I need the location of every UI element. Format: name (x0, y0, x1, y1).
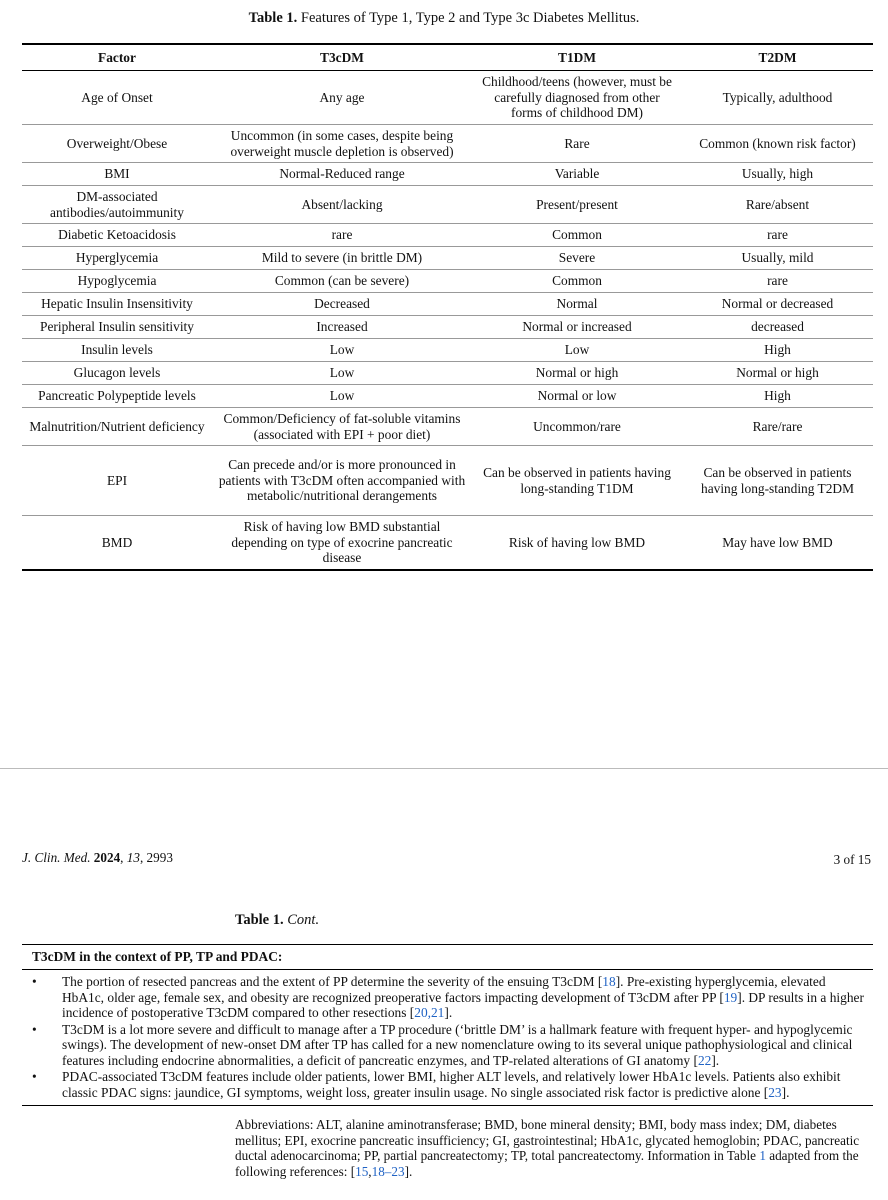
table-row (22, 339, 873, 362)
table-label: Table 1. (248, 10, 298, 26)
table-caption (0, 10, 888, 27)
table-row (22, 163, 873, 186)
text: adapted from the following references: [ (235, 1148, 859, 1179)
table-row (22, 385, 873, 408)
journal-citation: J. Clin. Med. 2024, 13, 2993 (22, 850, 173, 865)
table-cell: Risk of having low BMD (472, 516, 682, 570)
cont-caption-text: Cont. (287, 912, 320, 928)
bullet: • (32, 1069, 37, 1084)
table-cell: rare (682, 270, 873, 293)
table-cell: Uncommon (in some cases, despite being overweight muscle depletion is observed) (212, 125, 472, 163)
table-row (22, 247, 873, 270)
table-cell: Normal or high (472, 362, 682, 385)
table-cell: Usually, mild (682, 247, 873, 270)
text: , (368, 1163, 372, 1179)
journal-name: J. Clin. Med. (22, 850, 91, 865)
header-t3cdm: T3cDM (212, 44, 472, 71)
citation-link[interactable]: 18–23 (371, 1163, 405, 1179)
table-cell: Normal or increased (472, 316, 682, 339)
table-cell: Hyperglycemia (22, 247, 212, 270)
text: PDAC-associated T3cDM features include older patients, lower BMI, higher ALT levels, and relatively lower HbA1c levels. Patients also exhibit classic PDAC signs: jaundice, GI symptoms, weight loss, greater insulin usage. No single associated risk factor is predictive alone [ (62, 1069, 841, 1100)
citation-link[interactable]: 22 (697, 1052, 712, 1068)
table-row (22, 293, 873, 316)
table-cell: BMD (22, 516, 212, 570)
table-row (22, 186, 873, 224)
table-cell: Can be observed in patients having long-standing T2DM (682, 446, 873, 516)
table-cell: Uncommon/rare (472, 408, 682, 446)
table-header-row (22, 44, 873, 71)
list-item (32, 974, 865, 1021)
table-cell: Risk of having low BMD substantial depending on type of exocrine pancreatic disease (212, 516, 472, 570)
page-divider (0, 768, 888, 769)
table-row (22, 516, 873, 570)
cont-caption-label: Table 1. (235, 912, 284, 928)
table-cell: High (682, 385, 873, 408)
journal-volume: 13 (126, 850, 140, 865)
table-cell: Low (212, 339, 472, 362)
table-cell: Malnutrition/Nutrient deficiency (22, 408, 212, 446)
table-cell: Peripheral Insulin sensitivity (22, 316, 212, 339)
table-row (22, 125, 873, 163)
text: ]. Pre-existing hyperglycemia, elevated HbA1c, older age, female sex, and obesity are recognized preoperative factors impacting development of T3cDM after PP [ (62, 974, 826, 1005)
table-cell: Overweight/Obese (22, 125, 212, 163)
text: ]. (711, 1052, 720, 1068)
table-cell: Decreased (212, 293, 472, 316)
table-continuation (22, 944, 873, 1106)
table-cell: Age of Onset (22, 71, 212, 125)
table-cell: Rare (472, 125, 682, 163)
continuation-list (22, 970, 873, 1105)
table-cell: Rare/rare (682, 408, 873, 446)
list-item (32, 1069, 865, 1100)
table-row (22, 71, 873, 125)
table-cell: Present/present (472, 186, 682, 224)
table-cell: Absent/lacking (212, 186, 472, 224)
table-cell: Severe (472, 247, 682, 270)
table-cell: Common (can be severe) (212, 270, 472, 293)
abbreviations-note (235, 1117, 873, 1179)
table-row (22, 270, 873, 293)
table-cell: Insulin levels (22, 339, 212, 362)
citation-link[interactable]: 20,21 (414, 1005, 445, 1020)
text: ]. (444, 1005, 453, 1020)
text: T3cDM is a lot more severe and difficult to manage after a TP procedure (‘brittle DM’ is a hallmark feature with frequent hyper- and hypoglycemic swings). The development of new-onset DM after TP has called for a new nomenclature owing to its several unique pathophysiological and clinical features including endocrine abnormalities, a deficit of pancreatic enzymes, and TP-related alterations of GI anatomy [ (62, 1021, 853, 1068)
table-cell: Common (472, 270, 682, 293)
table-cell: Diabetic Ketoacidosis (22, 224, 212, 247)
table-cell: Typically, adulthood (682, 71, 873, 125)
table-row (22, 316, 873, 339)
bullet: • (32, 1021, 37, 1037)
bullet: • (32, 974, 37, 989)
continuation-heading: T3cDM in the context of PP, TP and PDAC: (22, 945, 873, 970)
features-table (22, 43, 873, 571)
table-cell: DM-associated antibodies/autoimmunity (22, 186, 212, 224)
text: ]. (404, 1163, 413, 1179)
table-cell: Can be observed in patients having long-standing T1DM (472, 446, 682, 516)
table-cell: Normal-Reduced range (212, 163, 472, 186)
table-cell: Normal or high (682, 362, 873, 385)
text: Abbreviations: ALT, alanine aminotransferase; BMD, bone mineral density; BMI, body mass index; DM, diabetes mellitus; EPI, exocrine pancreatic insufficiency; GI, gastrointestinal; HbA1c, glycated hemoglobin; PDAC, pancreatic ductal adenocarcinoma; PP, partial pancreatectomy; TP, total pancreatectomy. Information in Table (235, 1117, 860, 1163)
table-cell: Can precede and/or is more pronounced in patients with T3cDM often accompanied with metabolic/nutritional derangements (212, 446, 472, 516)
table-cell: EPI (22, 446, 212, 516)
cont-caption (235, 912, 319, 929)
page-number: 3 of 15 (833, 852, 871, 867)
table-cell: Childhood/teens (however, must be carefully diagnosed from other forms of childhood DM) (472, 71, 682, 125)
table-cell: BMI (22, 163, 212, 186)
table-cell: rare (212, 224, 472, 247)
text: ]. DP results in a higher incidence of postoperative T3cDM compared to other resections [ (62, 989, 864, 1020)
table-cell: Low (212, 385, 472, 408)
citation-link[interactable]: 23 (768, 1084, 782, 1100)
citation-link[interactable]: 18 (602, 974, 616, 989)
table-cell: Low (212, 362, 472, 385)
table-cell: Normal or decreased (682, 293, 873, 316)
table-cell: Hypoglycemia (22, 270, 212, 293)
table-cell: High (682, 339, 873, 362)
table-link[interactable]: 1 (759, 1148, 766, 1163)
table-cell: Normal or low (472, 385, 682, 408)
table-cell: Pancreatic Polypeptide levels (22, 385, 212, 408)
table-cell: Usually, high (682, 163, 873, 186)
journal-year: 2024 (93, 850, 121, 865)
citation-link[interactable]: 19 (723, 989, 738, 1005)
table-cell: Hepatic Insulin Insensitivity (22, 293, 212, 316)
table-cell: decreased (682, 316, 873, 339)
table-cell: Normal (472, 293, 682, 316)
table-row (22, 224, 873, 247)
table-cell: Increased (212, 316, 472, 339)
citation-link[interactable]: 15 (355, 1163, 369, 1179)
list-item (32, 1022, 865, 1069)
table-cell: Common/Deficiency of fat-soluble vitamins (associated with EPI + poor diet) (212, 408, 472, 446)
table-cell: Glucagon levels (22, 362, 212, 385)
table-row (22, 446, 873, 516)
table-row (22, 362, 873, 385)
table-title: Features of Type 1, Type 2 and Type 3c Diabetes Mellitus. (297, 10, 640, 26)
header-t1dm: T1DM (472, 44, 682, 71)
text: The portion of resected pancreas and the extent of PP determine the severity of the ensuing T3cDM [ (62, 974, 603, 989)
table-cell: Any age (212, 71, 472, 125)
table-cell: Common (472, 224, 682, 247)
table-cell: Low (472, 339, 682, 362)
header-t2dm: T2DM (682, 44, 873, 71)
table-cell: Rare/absent (682, 186, 873, 224)
journal-article: , 2993 (139, 850, 173, 865)
table-cell: May have low BMD (682, 516, 873, 570)
table-cell: rare (682, 224, 873, 247)
text: ]. (781, 1084, 790, 1100)
header-factor: Factor (22, 44, 212, 71)
table-cell: Variable (472, 163, 682, 186)
table-cell: Common (known risk factor) (682, 125, 873, 163)
table-row (22, 408, 873, 446)
table-cell: Mild to severe (in brittle DM) (212, 247, 472, 270)
